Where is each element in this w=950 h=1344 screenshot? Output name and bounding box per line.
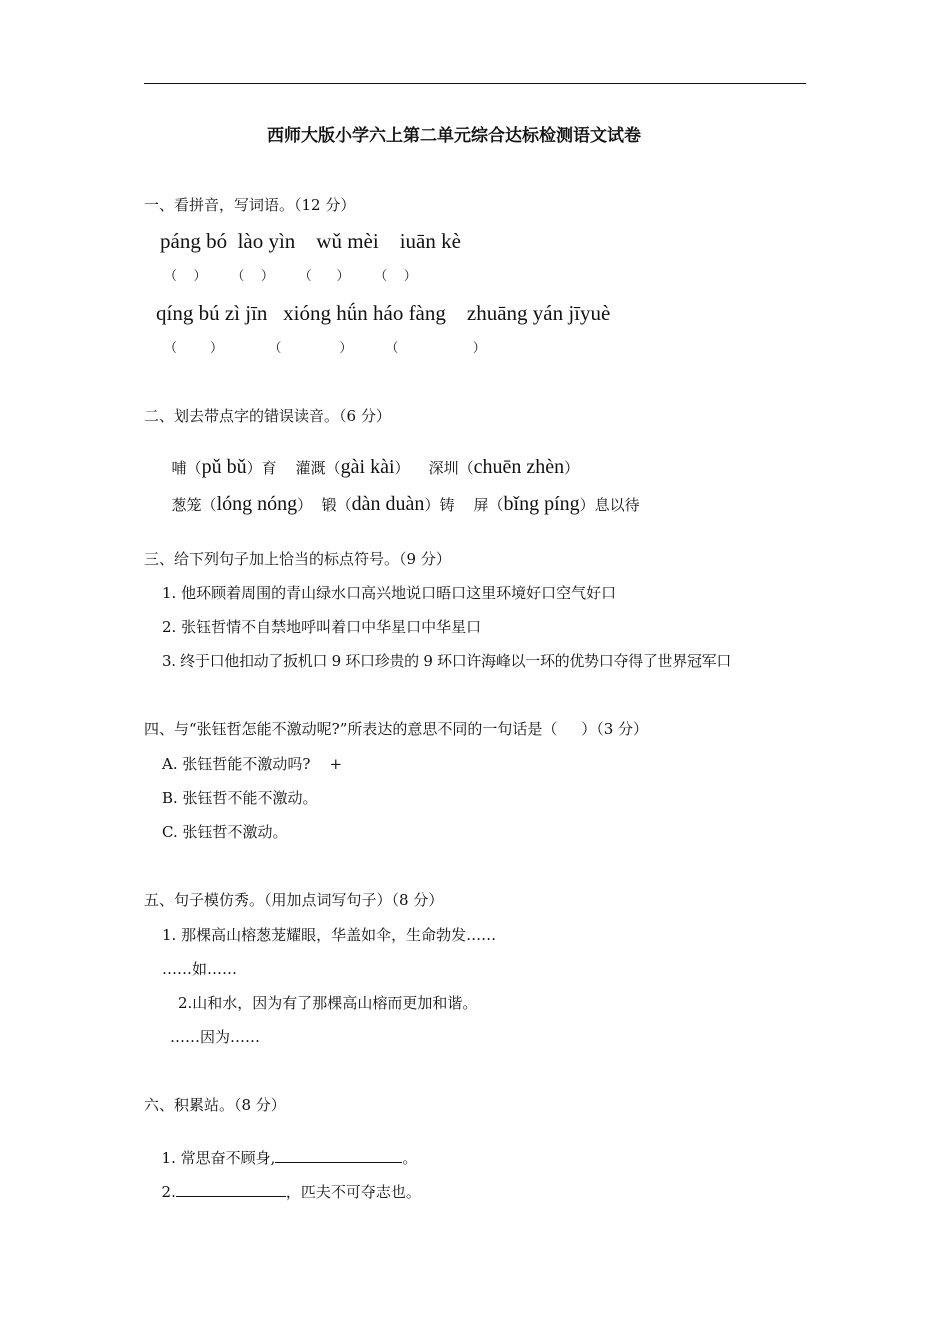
pinyin-choice: pǔ bǔ	[201, 456, 247, 478]
pinyin-choice: bǐng píng	[503, 493, 580, 515]
option-b: B. 张钰哲不能不激动。	[162, 789, 318, 807]
word-text: ） 锻（	[297, 496, 352, 514]
answer-blank[interactable]	[275, 1147, 402, 1163]
punctuation-item-3: 3. 终于口他扣动了扳机口 9 环口珍贵的 9 环口许海峰以一环的优势口夺得了世界冠军口	[162, 652, 732, 670]
section-2-heading: 二、划去带点字的错误读音。（6 分）	[144, 407, 391, 425]
punctuation-item-2: 2. 张钰哲情不自禁地呼叫着口中华星口中华星口	[162, 618, 482, 636]
section-5-heading: 五、句子模仿秀。（用加点词写句子）（8 分）	[144, 891, 444, 909]
word-text: ）铸 屏（	[424, 496, 504, 514]
section-3-heading: 三、给下列句子加上恰当的标点符号。（9 分）	[144, 550, 451, 568]
section-4-heading: 四、与“张钰哲怎能不激动呢?”所表达的意思不同的一句话是（ ）（3 分）	[144, 720, 649, 738]
word-text: ）	[564, 459, 580, 477]
pronunciation-row-2	[162, 479, 640, 514]
word-text: ）息以待	[579, 496, 640, 514]
section-1-heading: 一、看拼音，写词语。（12 分）	[144, 196, 356, 214]
imitation-pattern-1: ……如……	[162, 960, 238, 978]
pinyin-choice: gài kài	[340, 456, 395, 478]
header-rule	[144, 83, 806, 84]
section-6-heading: 六、积累站。（8 分）	[144, 1096, 286, 1114]
pinyin-choice: chuēn zhèn	[473, 456, 565, 478]
item-text: ，匹夫不可夺志也。	[285, 1183, 421, 1201]
imitation-sentence-1: 1. 那棵高山榕葱茏耀眼，华盖如伞，生命勃发……	[162, 926, 497, 944]
answer-blank[interactable]	[176, 1181, 286, 1197]
option-c: C. 张钰哲不激动。	[162, 823, 288, 841]
accumulation-item-1	[152, 1132, 417, 1166]
pinyin-choice: lóng nóng	[216, 493, 298, 515]
pinyin-row-2: qíng bú zì jīn xióng hǘn háo fàng zhuāng yán jīyuè	[156, 301, 611, 325]
answer-brackets-row-2: （ ） （ ） （ ）	[164, 341, 486, 356]
item-text: 2.	[161, 1183, 176, 1201]
page-title: 西师大版小学六上第二单元综合达标检测语文试卷	[267, 126, 641, 146]
word-text: ） 深圳（	[394, 459, 474, 477]
pinyin-choice: dàn duàn	[351, 493, 425, 515]
word-text: ）育 灌溉（	[246, 459, 341, 477]
accumulation-item-2	[152, 1166, 421, 1200]
imitation-pattern-2: ……因为……	[170, 1028, 261, 1046]
imitation-sentence-2: 2.山和水，因为有了那棵高山榕而更加和谐。	[178, 994, 478, 1012]
pinyin-row-1: páng bó lào yìn wǔ mèi iuān kè	[160, 229, 461, 253]
word-text: 哺（	[171, 459, 202, 477]
word-text: 葱笼（	[171, 496, 217, 514]
punctuation-item-1: 1. 他环顾着周围的青山绿水口高兴地说口晤口这里环境好口空气好口	[162, 584, 617, 602]
pronunciation-row-1	[162, 442, 579, 477]
item-text: 。	[402, 1149, 418, 1167]
option-a: A. 张钰哲能不激动吗? +	[162, 755, 343, 773]
answer-brackets-row-1: （ ） （ ） （ ） （ ）	[164, 269, 417, 284]
item-text: 1. 常思奋不顾身,	[161, 1149, 276, 1167]
